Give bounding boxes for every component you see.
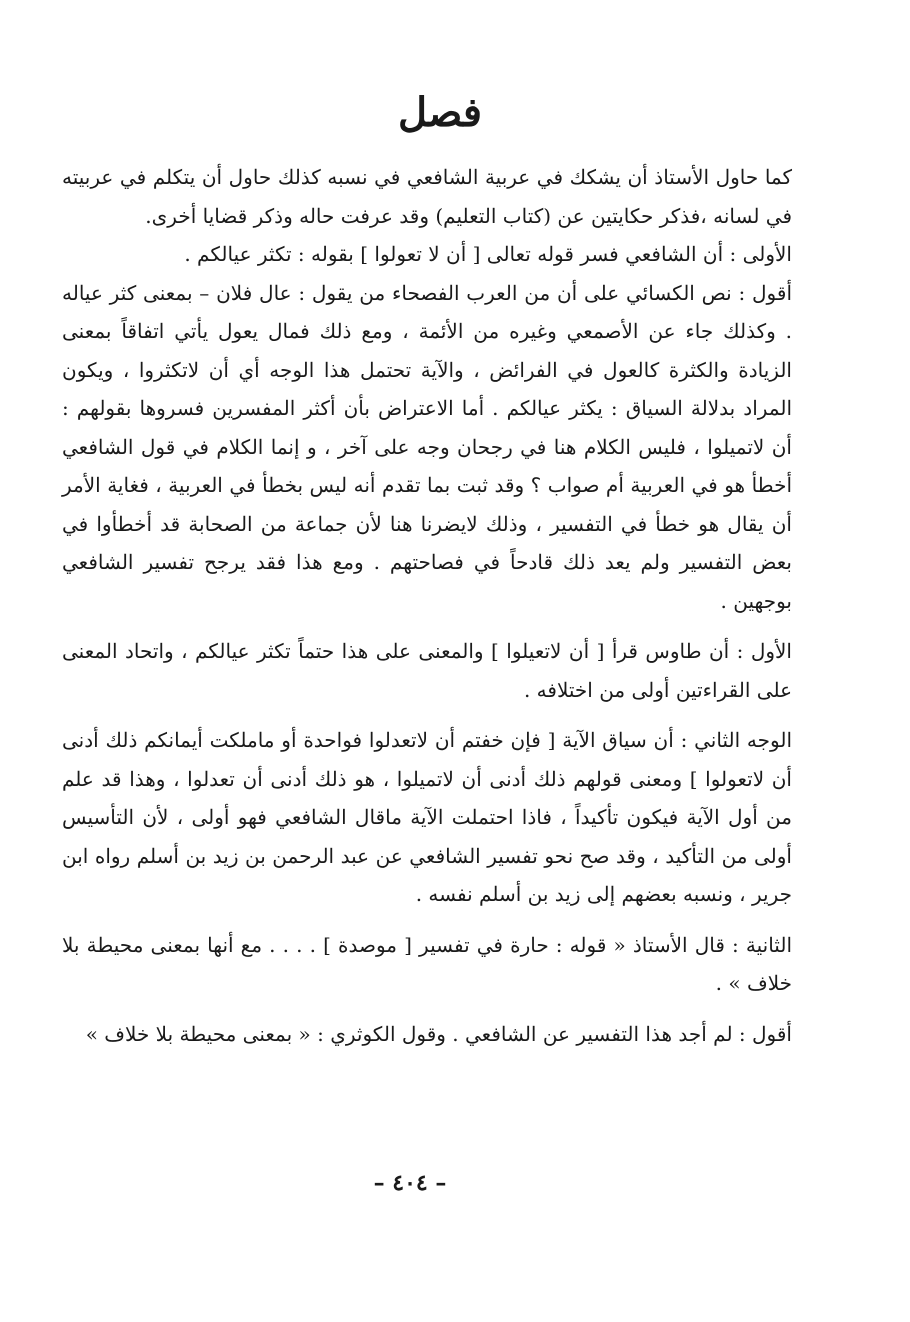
paragraph-intro: كما حاول الأستاذ أن يشكك في عربية الشافعي في نسبه كذلك حاول أن يتكلم في عربيته في لسانه ،فذكر حكايتين عن (كتاب التعليم) وقد عرفت حاله وذكر قضايا أخرى. xyxy=(62,165,792,228)
paragraph-reply-2: أقول : لم أجد هذا التفسير عن الشافعي . وقول الكوثري : « بمعنى محيطة بلا خلاف » xyxy=(85,1021,792,1046)
paragraph-second-reason: الوجه الثاني : أن سياق الآية [ فإن خفتم أن لاتعدلوا فواحدة أو ماملكت أيمانكم ذلك أدنى أن لاتعولوا ] ومعنى قولهم ذلك أدنى أن لاتميلوا ، هو ذلك أدنى أن تعدلوا ، وهذا قد علم من أول الآية فيكون تأكيداً ، فاذا احتملت الآية ماقال الشافعي فهو أولى ، لأن التأسيس أولى من التأكيد ، وقد صح نحو تفسير الشافعي عن عبد الرحمن بن زيد بن أسلم رواه ابن جرير ، ونسبه بعضهم إلى زيد بن أسلم نفسه . xyxy=(62,728,792,906)
paragraph-first-issue: الأولى : أن الشافعي فسر قوله تعالى [ أن لا تعولوا ] بقوله : تكثر عيالكم . xyxy=(184,242,792,266)
page-number: – ٤٠٤ – xyxy=(373,1170,447,1196)
paragraph-reply-1: أقول : نص الكسائي على أن من العرب الفصحاء من يقول : عال فلان – بمعنى كثر عياله . وكذلك جاء عن الأصمعي وغيره من الأئمة ، ومع ذلك فمال يعول يأتي اتفاقاً بمعنى الزيادة والكثرة كالعول في الفرائض ، والآية تحتمل هذا الوجه أي أن لاتكثروا ، ويكون المراد بدلالة السياق : يكثر عيالكم . أما الاعتراض بأن أكثر المفسرين فسروها بقولهم : أن لاتميلوا ، فليس الكلام هنا في رجحان وجه على آخر ، و إنما الكلام في قول الشافعي أخطأ هو في العربية أم صواب ؟ وقد ثبت بما تقدم أنه ليس بخطأ في العربية ، فغاية الأمر أن يقال هو خطأ في التفسير ، وذلك لايضرنا هنا لأن جماعة من الصحابة قد أخطأوا في بعض التفسير ولم يعد ذلك قادحاً في فصاحتهم . ومع هذا فقد يرجح تفسير الشافعي بوجهين . xyxy=(62,280,792,613)
paragraph-first-reason: الأول : أن طاوس قرأ [ أن لاتعيلوا ] والمعنى على هذا حتماً تكثر عيالكم ، واتحاد المعنى على القراءتين أولى من اختلافه . xyxy=(62,639,792,702)
paragraph-second-issue: الثانية : قال الأستاذ « قوله : حارة في تفسير [ موصدة ] . . . . مع أنها بمعنى محيطة بلا خلاف » . xyxy=(62,932,792,995)
section-heading: فصل xyxy=(397,89,483,136)
body-text xyxy=(62,158,792,1053)
